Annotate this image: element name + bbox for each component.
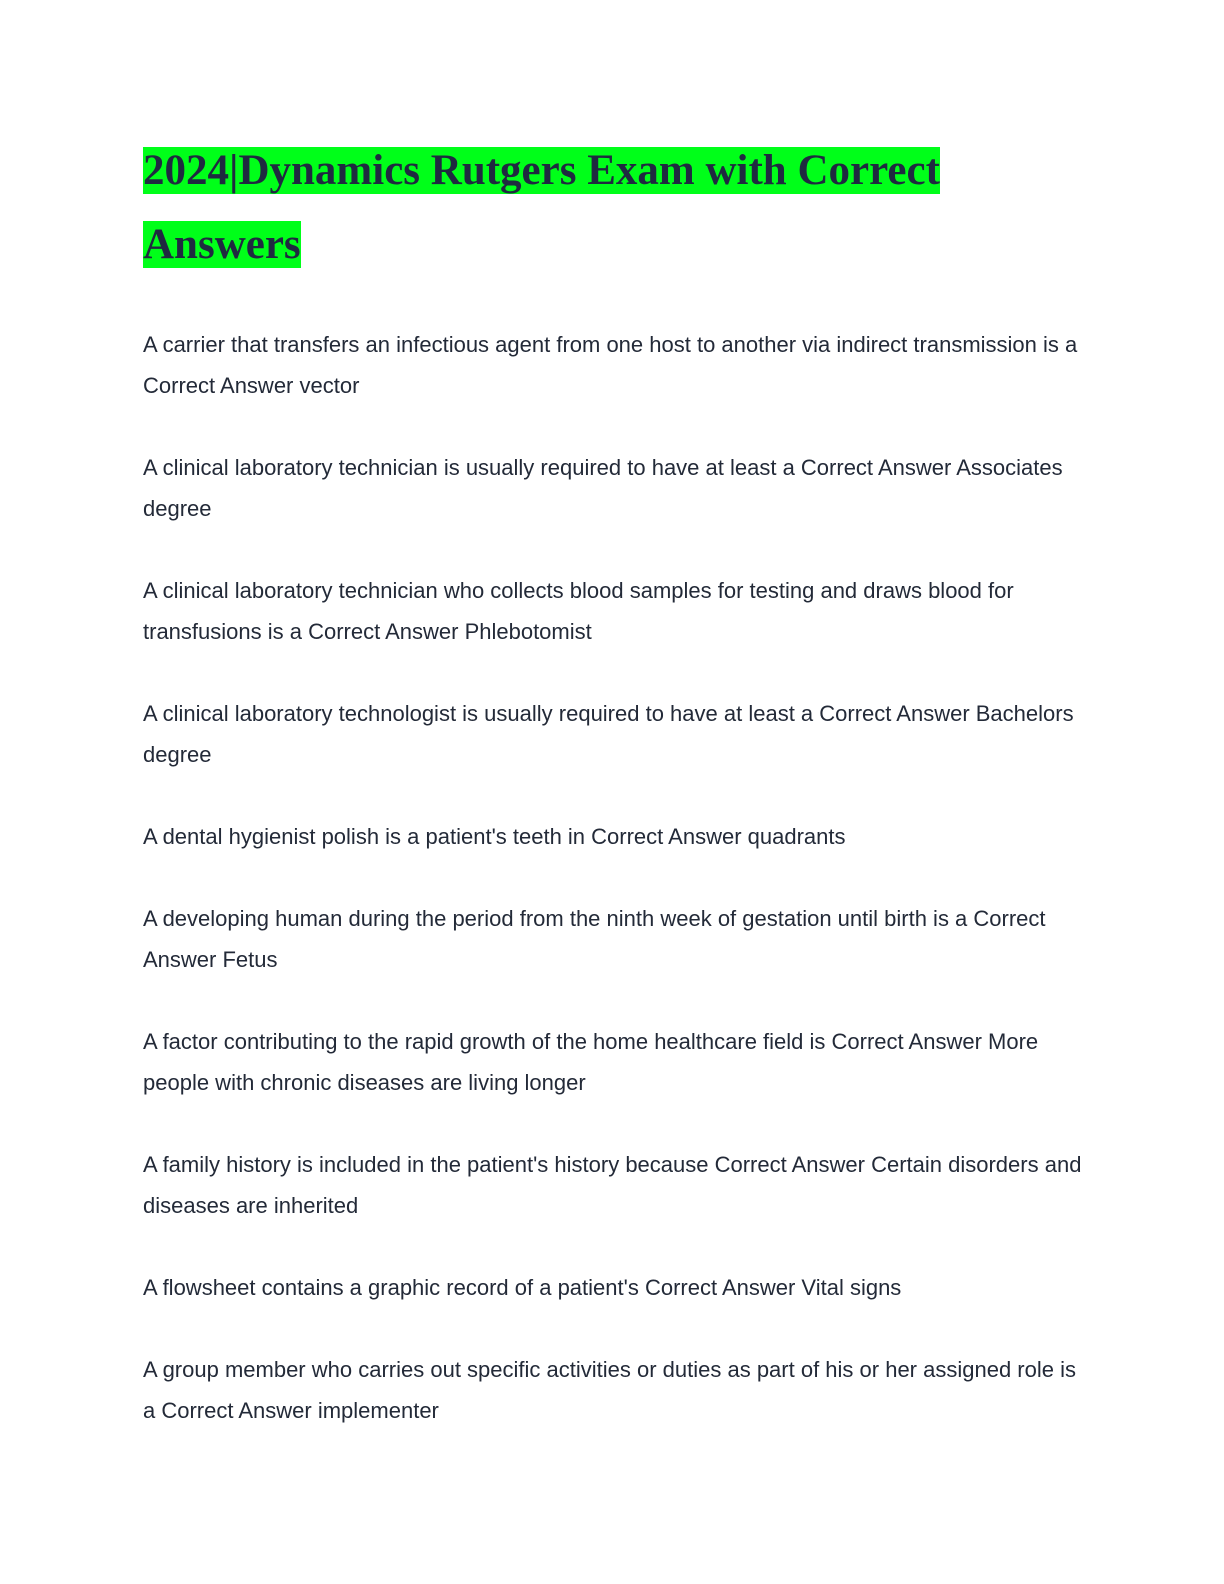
qa-item: A group member who carries out specific activities or duties as part of his or her assigned role is a Correct Answer implementer — [143, 1357, 1076, 1423]
qa-item: A factor contributing to the rapid growth of the home healthcare field is Correct Answer More people with chronic diseases are living longer — [143, 1029, 1039, 1095]
qa-list — [143, 324, 1083, 1431]
qa-item: A carrier that transfers an infectious agent from one host to another via indirect transmission is a Correct Answer vector — [143, 332, 1078, 398]
document-content — [143, 134, 1083, 1472]
qa-item: A developing human during the period from the ninth week of gestation until birth is a Correct Answer Fetus — [143, 906, 1046, 972]
qa-item: A dental hygienist polish is a patient's teeth in Correct Answer quadrants — [143, 824, 846, 849]
title-highlight: 2024|Dynamics Rutgers Exam with Correct Answers — [143, 147, 940, 268]
qa-item: A family history is included in the patient's history because Correct Answer Certain disorders and diseases are inherited — [143, 1152, 1082, 1218]
qa-item: A flowsheet contains a graphic record of a patient's Correct Answer Vital signs — [143, 1275, 902, 1300]
document-title — [143, 134, 1083, 282]
qa-item: A clinical laboratory technician is usually required to have at least a Correct Answer Associates degree — [143, 455, 1063, 521]
qa-item: A clinical laboratory technician who collects blood samples for testing and draws blood for transfusions is a Correct Answer Phlebotomist — [143, 578, 1014, 644]
qa-item: A clinical laboratory technologist is usually required to have at least a Correct Answer Bachelors degree — [143, 701, 1074, 767]
